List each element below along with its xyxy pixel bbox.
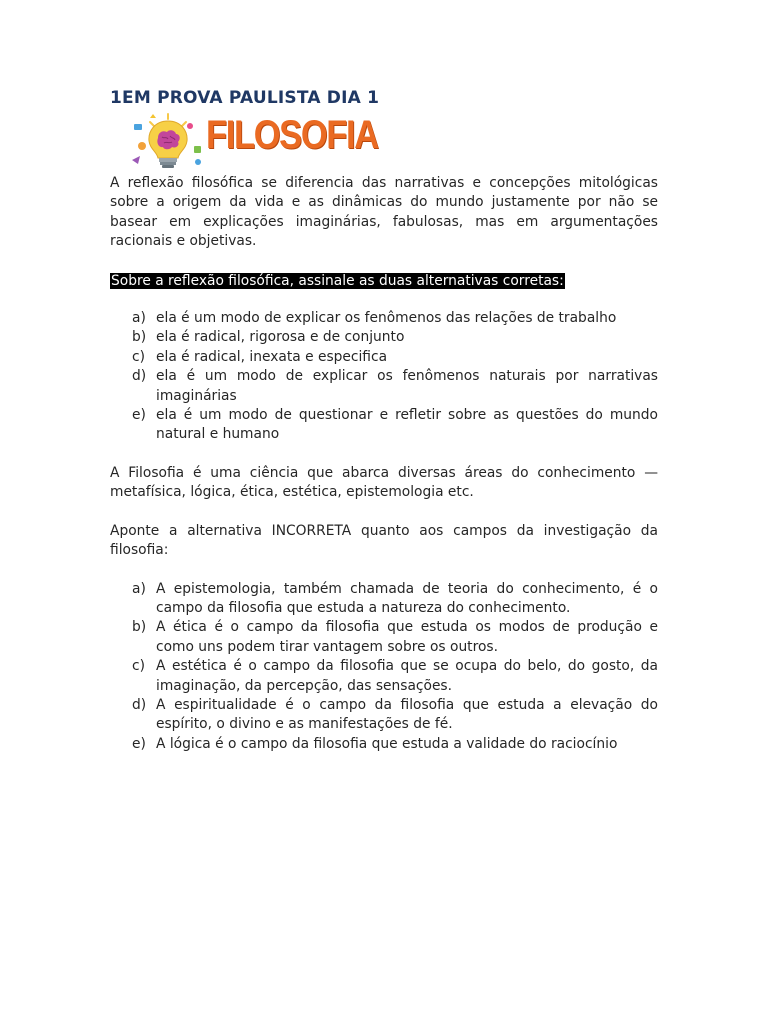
question2-options bbox=[110, 580, 658, 755]
list-item bbox=[110, 328, 658, 347]
intro-paragraph: A reflexão filosófica se diferencia das narrativas e concepções mitológicas sobre a origem da vida e as dinâmicas do mundo justamente por não se basear em explicações imaginárias, fabulosas, mas em argumentações racionais e objetivas. bbox=[110, 175, 658, 250]
option-text: A epistemologia, também chamada de teoria do conhecimento, é o campo da filosofia que estuda a natureza do conhecimento. bbox=[156, 580, 658, 616]
option-text: A estética é o campo da filosofia que se ocupa do belo, do gosto, da imaginação, da percepção, das sensações. bbox=[156, 658, 658, 694]
option-text: ela é um modo de explicar os fenômenos naturais por narrativas imaginárias bbox=[156, 368, 658, 404]
option-marker: d) bbox=[132, 696, 147, 713]
option-text: A lógica é o campo da filosofia que estuda a validade do raciocínio bbox=[156, 735, 618, 752]
question1-wrap bbox=[110, 272, 658, 291]
option-marker: e) bbox=[132, 735, 146, 752]
list-item bbox=[110, 406, 658, 445]
option-marker: c) bbox=[132, 658, 145, 675]
question1-prompt: Sobre a reflexão filosófica, assinale as duas alternativas corretas: bbox=[111, 272, 564, 289]
list-item bbox=[110, 657, 658, 696]
list-item bbox=[110, 348, 658, 367]
option-text: A espiritualidade é o campo da filosofia que estuda a elevação do espírito, o divino e as manifestações de fé. bbox=[156, 696, 658, 733]
option-text: A ética é o campo da filosofia que estuda os modos de produção e como uns podem tirar vantagem sobre os outros. bbox=[156, 619, 658, 655]
option-text: ela é radical, rigorosa e de conjunto bbox=[156, 329, 405, 346]
option-marker: d) bbox=[132, 368, 147, 385]
option-text: ela é um modo de explicar os fenômenos das relações de trabalho bbox=[156, 310, 617, 327]
list-item bbox=[110, 735, 658, 754]
paragraph-2: A Filosofia é uma ciência que abarca diversas áreas do conhecimento — metafísica, lógica, ética, estética, epistemologia etc. bbox=[110, 464, 658, 501]
list-item bbox=[110, 367, 658, 406]
list-item bbox=[110, 580, 658, 619]
question2-prompt: Aponte a alternativa INCORRETA quanto aos campos da investigação da filosofia: bbox=[110, 522, 658, 559]
question1-options bbox=[110, 309, 658, 445]
filosofia-banner-text: FILOSOFIA bbox=[206, 113, 378, 157]
option-marker: a) bbox=[132, 580, 146, 597]
option-marker: a) bbox=[132, 310, 146, 327]
list-item bbox=[110, 696, 658, 735]
list-item bbox=[110, 618, 658, 657]
document-title: 1EM PROVA PAULISTA DIA 1 bbox=[110, 88, 380, 108]
list-item bbox=[110, 309, 658, 328]
option-marker: e) bbox=[132, 407, 146, 424]
document-body bbox=[110, 174, 658, 754]
option-text: ela é um modo de questionar e refletir sobre as questões do mundo natural e humano bbox=[156, 407, 658, 443]
option-marker: b) bbox=[132, 329, 147, 346]
option-marker: c) bbox=[132, 348, 145, 365]
option-marker: b) bbox=[132, 619, 147, 636]
option-text: ela é radical, inexata e especifica bbox=[156, 348, 388, 365]
